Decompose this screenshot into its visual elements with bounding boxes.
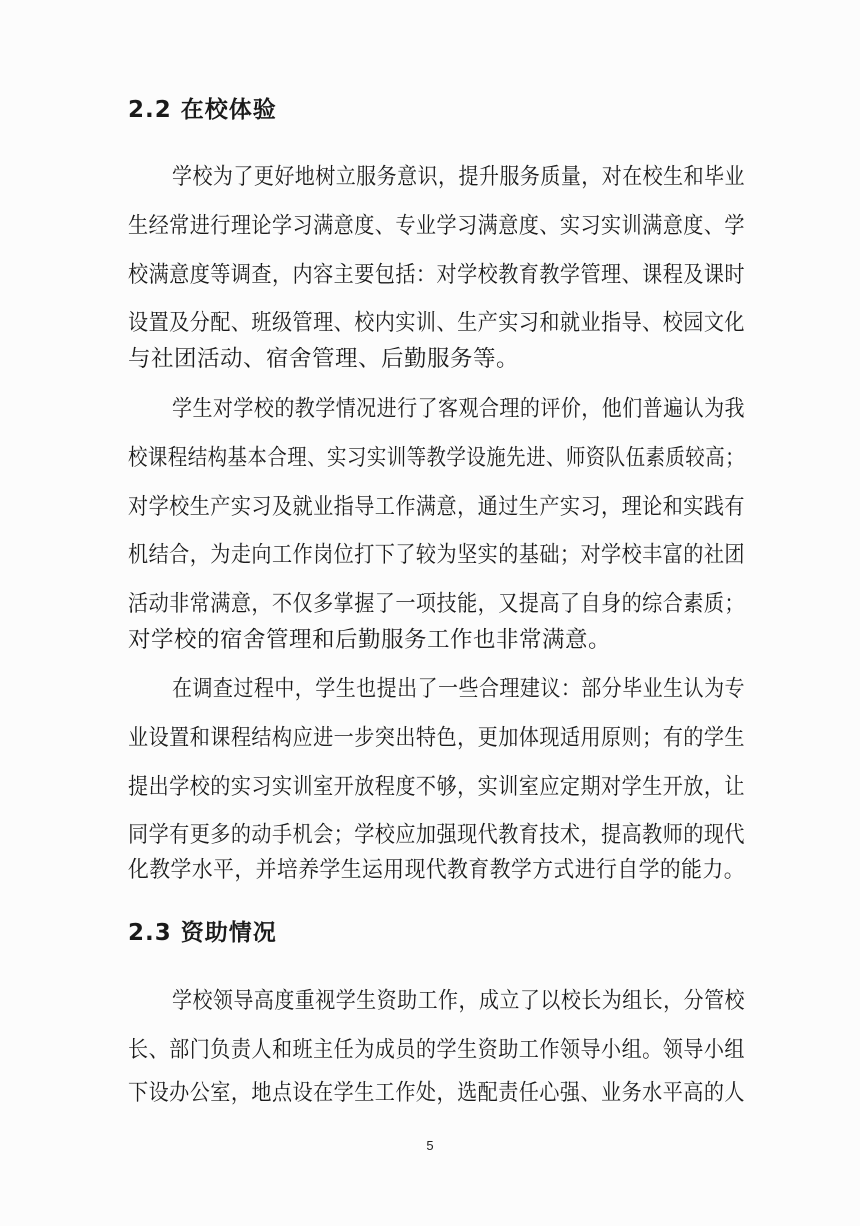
text-line: 生经常进行理论学习满意度、专业学习满意度、实习实训满意度、学 (128, 213, 746, 239)
text-line: 学校为了更好地树立服务意识，提升服务质量，对在校生和毕业 (172, 164, 746, 190)
text-line: 对学校生产实习及就业指导工作满意，通过生产实习，理论和实践有 (128, 494, 746, 520)
text-line: 校课程结构基本合理、实习实训等教学设施先进、师资队伍素质较高； (128, 445, 746, 471)
text-line: 同学有更多的动手机会；学校应加强现代教育技术，提高教师的现代 (128, 822, 746, 848)
text-line: 校满意度等调查，内容主要包括：对学校教育教学管理、课程及课时 (128, 262, 746, 288)
text-line: 活动非常满意，不仅多掌握了一项技能，又提高了自身的综合素质； (128, 591, 746, 617)
text-line: 在调查过程中，学生也提出了一些合理建议：部分毕业生认为专 (172, 676, 746, 702)
text-line: 机结合，为走向工作岗位打下了较为坚实的基础；对学校丰富的社团 (128, 542, 746, 568)
text-line: 下设办公室，地点设在学生工作处，选配责任心强、业务水平高的人 (128, 1080, 746, 1106)
text-line: 化教学水平，并培养学生运用现代教育教学方式进行自学的能力。 (128, 857, 746, 883)
text-line: 学校领导高度重视学生资助工作，成立了以校长为组长，分管校 (172, 988, 746, 1014)
text-line: 对学校的宿舍管理和后勤服务工作也非常满意。 (128, 627, 612, 653)
text-line: 设置及分配、班级管理、校内实训、生产实习和就业指导、校园文化 (128, 310, 746, 336)
text-line: 与社团活动、宿舍管理、后勤服务等。 (128, 346, 520, 372)
page-number: 5 (426, 1138, 434, 1153)
text-line: 业设置和课程结构应进一步突出特色，更加体现适用原则；有的学生 (128, 725, 746, 751)
text-line: 长、部门负责人和班主任为成员的学生资助工作领导小组。领导小组 (128, 1037, 746, 1063)
text-line: 提出学校的实习实训室开放程度不够，实训室应定期对学生开放，让 (128, 774, 746, 800)
text-line: 学生对学校的教学情况进行了客观合理的评价，他们普遍认为我 (172, 396, 746, 422)
section-heading-2-2: 2.2 在校体验 (128, 97, 277, 123)
section-heading-2-3: 2.3 资助情况 (128, 920, 277, 946)
